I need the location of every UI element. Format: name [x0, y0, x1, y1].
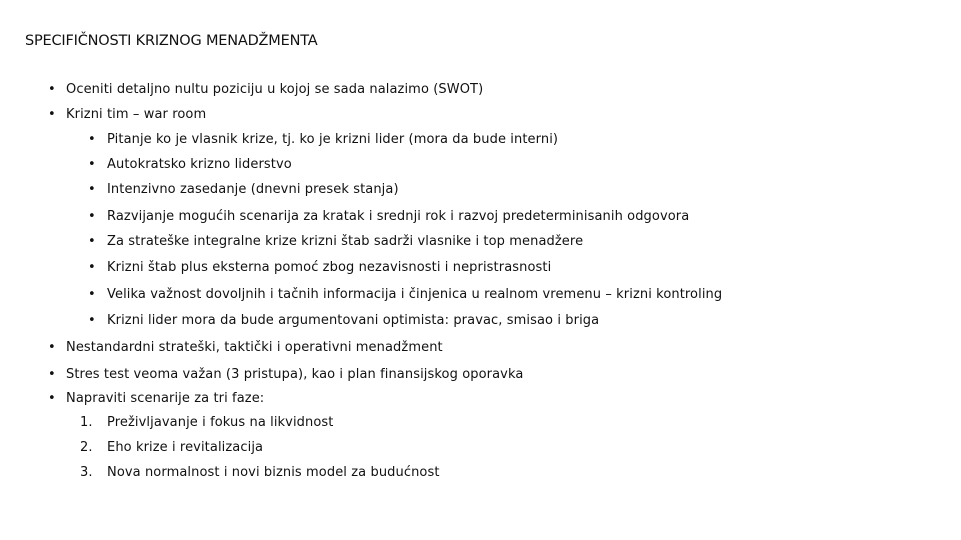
- list-item: [48, 389, 265, 409]
- bullet-marker: •: [88, 234, 96, 249]
- list-item-text: Autokratsko krizno liderstvo: [107, 157, 292, 172]
- numbered-item: [80, 413, 334, 433]
- list-item-text: Oceniti detaljno nultu poziciju u kojoj se sada nalazimo (SWOT): [66, 82, 484, 97]
- bullet-marker: •: [48, 107, 56, 122]
- bullet-marker: •: [88, 132, 96, 147]
- list-item-text: Pitanje ko je vlasnik krize, tj. ko je krizni lider (mora da bude interni): [107, 132, 559, 147]
- list-item-text: Stres test veoma važan (3 pristupa), kao i plan finansijskog oporavka: [66, 367, 524, 382]
- bullet-marker: •: [88, 182, 96, 197]
- list-item-text: Razvijanje mogućih scenarija za kratak i srednji rok i razvoj predeterminisanih odgovora: [107, 209, 690, 224]
- list-item-text: Za strateške integralne krize krizni štab sadrži vlasnike i top menadžere: [107, 234, 584, 249]
- list-item-text: Nestandardni strateški, taktički i operativni menadžment: [66, 340, 443, 355]
- sub-list-item: [88, 155, 292, 175]
- sub-list-item: [88, 232, 584, 252]
- sub-list-item: [88, 207, 690, 227]
- sub-list-item: [88, 130, 559, 150]
- sub-list-item: [88, 258, 552, 278]
- bullet-marker: •: [88, 287, 96, 302]
- list-item-text: Preživljavanje i fokus na likvidnost: [107, 415, 334, 430]
- list-item-text: Eho krize i revitalizacija: [107, 440, 264, 455]
- bullet-marker: •: [48, 340, 56, 355]
- bullet-marker: •: [88, 157, 96, 172]
- list-item-text: Napraviti scenarije za tri faze:: [66, 391, 265, 406]
- bullet-marker: •: [88, 209, 96, 224]
- bullet-marker: •: [48, 367, 56, 382]
- sub-list-item: [88, 311, 600, 331]
- list-item: [48, 365, 524, 385]
- number-marker: 3.: [80, 465, 93, 480]
- list-item-text: Velika važnost dovoljnih i tačnih informacija i činjenica u realnom vremenu – krizni kontroling: [107, 287, 723, 302]
- bullet-marker: •: [88, 313, 96, 328]
- sub-list-item: [88, 285, 723, 305]
- list-item-text: Krizni lider mora da bude argumentovani optimista: pravac, smisao i briga: [107, 313, 600, 328]
- bullet-marker: •: [48, 82, 56, 97]
- list-item-text: Krizni tim – war room: [66, 107, 207, 122]
- list-item-text: Intenzivno zasedanje (dnevni presek stanja): [107, 182, 399, 197]
- numbered-item: [80, 463, 440, 483]
- numbered-item: [80, 438, 264, 458]
- bullet-marker: •: [48, 391, 56, 406]
- list-item: [48, 338, 443, 358]
- list-item-text: Krizni štab plus eksterna pomoć zbog nezavisnosti i nepristrasnosti: [107, 260, 552, 275]
- list-item-text: Nova normalnost i novi biznis model za budućnost: [107, 465, 440, 480]
- number-marker: 1.: [80, 415, 93, 430]
- slide-title: SPECIFIČNOSTI KRIZNOG MENADŽMENTA: [25, 33, 318, 49]
- bullet-marker: •: [88, 260, 96, 275]
- list-item: [48, 80, 484, 100]
- sub-list-item: [88, 180, 399, 200]
- list-item: [48, 105, 207, 125]
- number-marker: 2.: [80, 440, 93, 455]
